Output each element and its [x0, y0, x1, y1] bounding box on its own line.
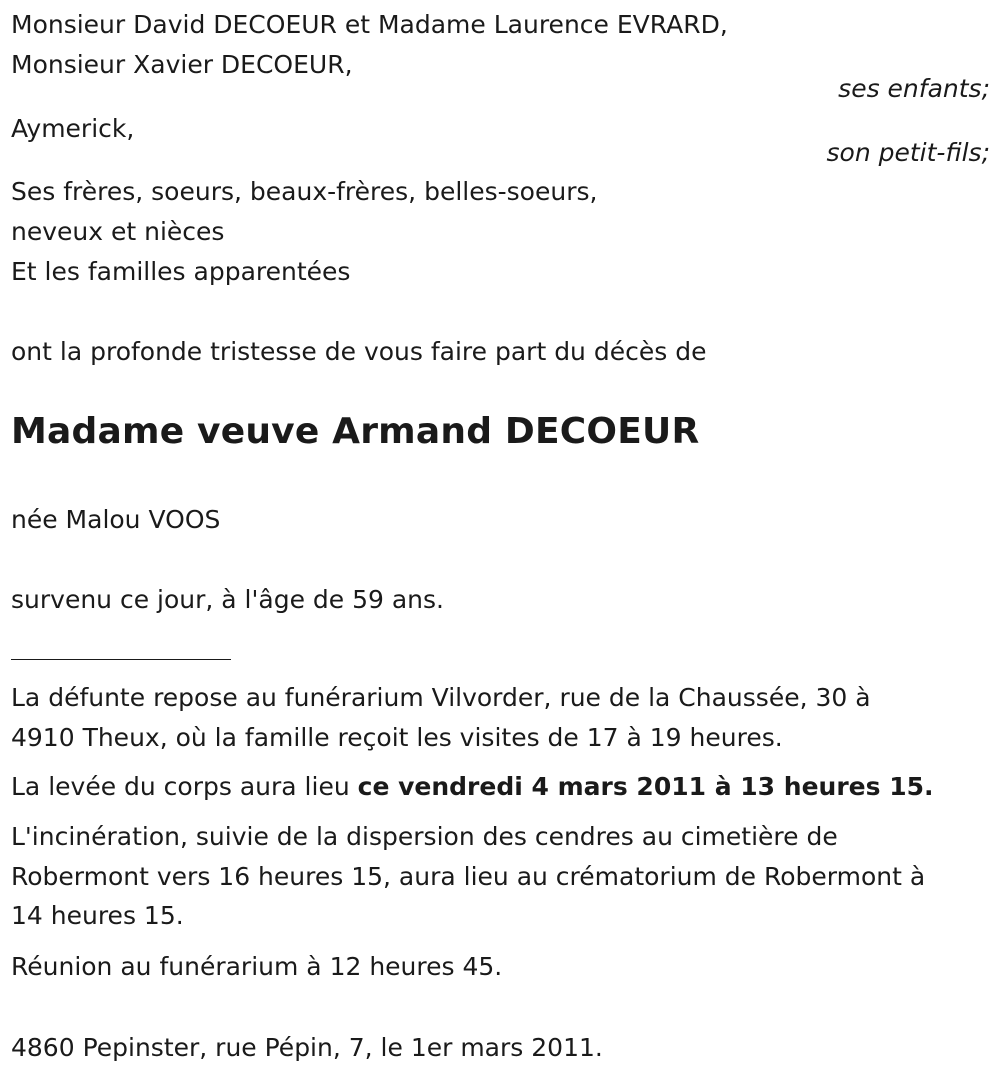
- repose-line-1: La défunte repose au funérarium Vilvorder, rue de la Chaussée, 30 à: [11, 683, 871, 712]
- deceased-name: Madame veuve Armand DECOEUR: [11, 411, 700, 452]
- levee-date-time: ce vendredi 4 mars 2011 à 13 heures 15.: [357, 772, 934, 801]
- incineration-line-1: L'incinération, suivie de la dispersion des cendres au cimetière de: [11, 822, 838, 851]
- grandson-role: son petit-fils;: [826, 138, 990, 167]
- separator-rule: [11, 659, 231, 660]
- announcement: ont la profonde tristesse de vous faire part du décès de: [11, 337, 707, 366]
- repose-line-2: 4910 Theux, où la famille reçoit les visites de 17 à 19 heures.: [11, 723, 783, 752]
- incineration-line-2: Robermont vers 16 heures 15, aura lieu au crématorium de Robermont à: [11, 862, 926, 891]
- incineration-line-3: 14 heures 15.: [11, 901, 184, 930]
- age-line: survenu ce jour, à l'âge de 59 ans.: [11, 585, 444, 614]
- siblings-line-3: Et les familles apparentées: [11, 257, 351, 286]
- family-line-2: Monsieur Xavier DECOEUR,: [11, 50, 353, 79]
- levee-line: [11, 772, 934, 802]
- levee-prefix: La levée du corps aura lieu: [11, 772, 358, 801]
- siblings-line-1: Ses frères, soeurs, beaux-frères, belles-soeurs,: [11, 177, 598, 206]
- reunion-line: Réunion au funérarium à 12 heures 45.: [11, 952, 503, 981]
- address-date: 4860 Pepinster, rue Pépin, 7, le 1er mars 2011.: [11, 1033, 603, 1062]
- children-role: ses enfants;: [838, 74, 990, 103]
- grandson-name: Aymerick,: [11, 114, 135, 143]
- family-line-1: Monsieur David DECOEUR et Madame Laurence EVRARD,: [11, 10, 728, 39]
- maiden-name: née Malou VOOS: [11, 505, 221, 534]
- siblings-line-2: neveux et nièces: [11, 217, 225, 246]
